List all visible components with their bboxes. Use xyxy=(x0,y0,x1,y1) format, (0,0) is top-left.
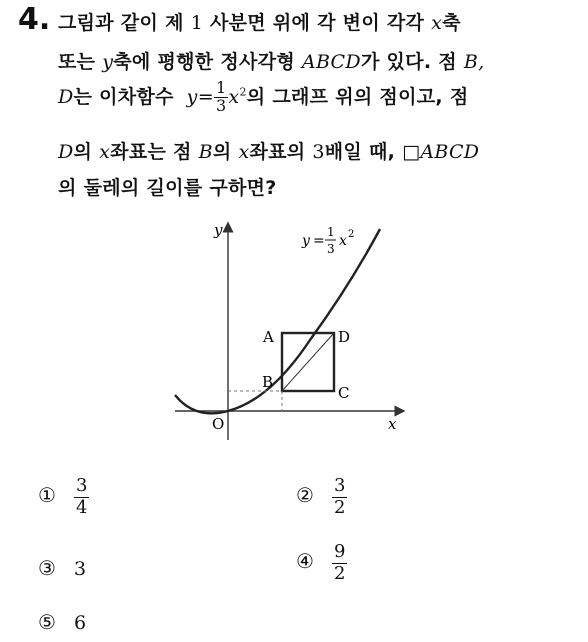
choice-marker: ④ xyxy=(296,549,314,574)
x-axis-label: x xyxy=(388,415,397,433)
choice-marker: ① xyxy=(38,483,56,508)
text: 의 xyxy=(73,141,93,163)
math: x xyxy=(228,85,240,108)
choice-marker: ③ xyxy=(38,556,56,580)
math: x xyxy=(238,141,250,163)
text: 가 있다. 점 xyxy=(360,51,457,73)
graph-figure xyxy=(170,215,410,450)
eq-equals: = xyxy=(313,233,325,249)
exponent: 2 xyxy=(239,85,247,99)
denominator: 2 xyxy=(333,562,346,584)
eq-exponent: 2 xyxy=(348,229,355,240)
eq-x: x xyxy=(339,233,347,249)
text: 축 xyxy=(442,12,461,34)
text: 는 이차함수 xyxy=(73,85,174,108)
point-c-label: C xyxy=(338,384,350,402)
numerator: 1 xyxy=(215,78,227,97)
denominator: 3 xyxy=(215,95,227,115)
math: 1 xyxy=(190,12,204,34)
math: ABCD xyxy=(301,51,361,73)
math: y xyxy=(102,51,114,73)
math: D xyxy=(58,141,74,163)
math: B, xyxy=(463,51,485,73)
text: 좌표는 점 xyxy=(110,141,192,163)
question-line-2 xyxy=(58,47,484,74)
point-a-label: A xyxy=(263,328,274,346)
choice-fraction xyxy=(332,542,347,584)
eq-numerator: 1 xyxy=(327,225,335,239)
choice-3[interactable] xyxy=(38,556,86,580)
math: 3 xyxy=(312,141,325,163)
question-line-5: 의 둘레의 길이를 구하면? xyxy=(58,177,277,199)
choice-5[interactable] xyxy=(38,610,86,634)
text: 의 그래프 위의 점이고, 점 xyxy=(246,85,469,108)
origin-label: O xyxy=(212,415,225,433)
math: □ABCD xyxy=(402,141,480,163)
numerator: 9 xyxy=(333,541,346,562)
text: 의 xyxy=(212,141,232,163)
math: y xyxy=(186,85,198,108)
choice-marker: ⑤ xyxy=(38,610,56,634)
math: = xyxy=(197,85,214,108)
text: 축에 평행한 정사각형 xyxy=(113,51,295,73)
text: 배일 때, xyxy=(324,141,396,163)
choice-4[interactable] xyxy=(296,542,347,584)
choice-value: 3 xyxy=(73,558,87,580)
point-b-label: B xyxy=(262,373,274,391)
text: 그림과 같이 제 xyxy=(58,12,184,34)
math: B xyxy=(198,141,213,163)
choice-1[interactable] xyxy=(38,476,89,518)
numerator: 3 xyxy=(75,475,88,496)
choice-marker: ② xyxy=(296,483,314,508)
choice-fraction xyxy=(74,476,89,518)
choice-2[interactable] xyxy=(296,476,347,518)
choice-value: 6 xyxy=(73,612,87,634)
denominator: 2 xyxy=(333,496,346,518)
math: x xyxy=(99,141,111,163)
denominator: 4 xyxy=(75,496,88,518)
y-axis-label: y xyxy=(214,221,223,239)
math: D xyxy=(58,85,74,108)
question-number: 4. xyxy=(18,2,51,37)
numerator: 3 xyxy=(333,475,346,496)
question-line-3 xyxy=(58,80,468,115)
text: 사분면 위에 각 변이 각각 xyxy=(210,12,425,34)
point-d-label: D xyxy=(338,328,351,346)
eq-y: y xyxy=(302,233,310,249)
curve-equation xyxy=(301,225,354,256)
fraction xyxy=(214,80,228,115)
choice-fraction xyxy=(332,476,347,518)
text: 좌표의 xyxy=(249,141,306,163)
math: x xyxy=(431,12,443,34)
text: 또는 xyxy=(58,51,96,73)
eq-denominator: 3 xyxy=(327,242,335,256)
question-line-4 xyxy=(58,137,479,164)
question-line-1 xyxy=(58,8,461,35)
